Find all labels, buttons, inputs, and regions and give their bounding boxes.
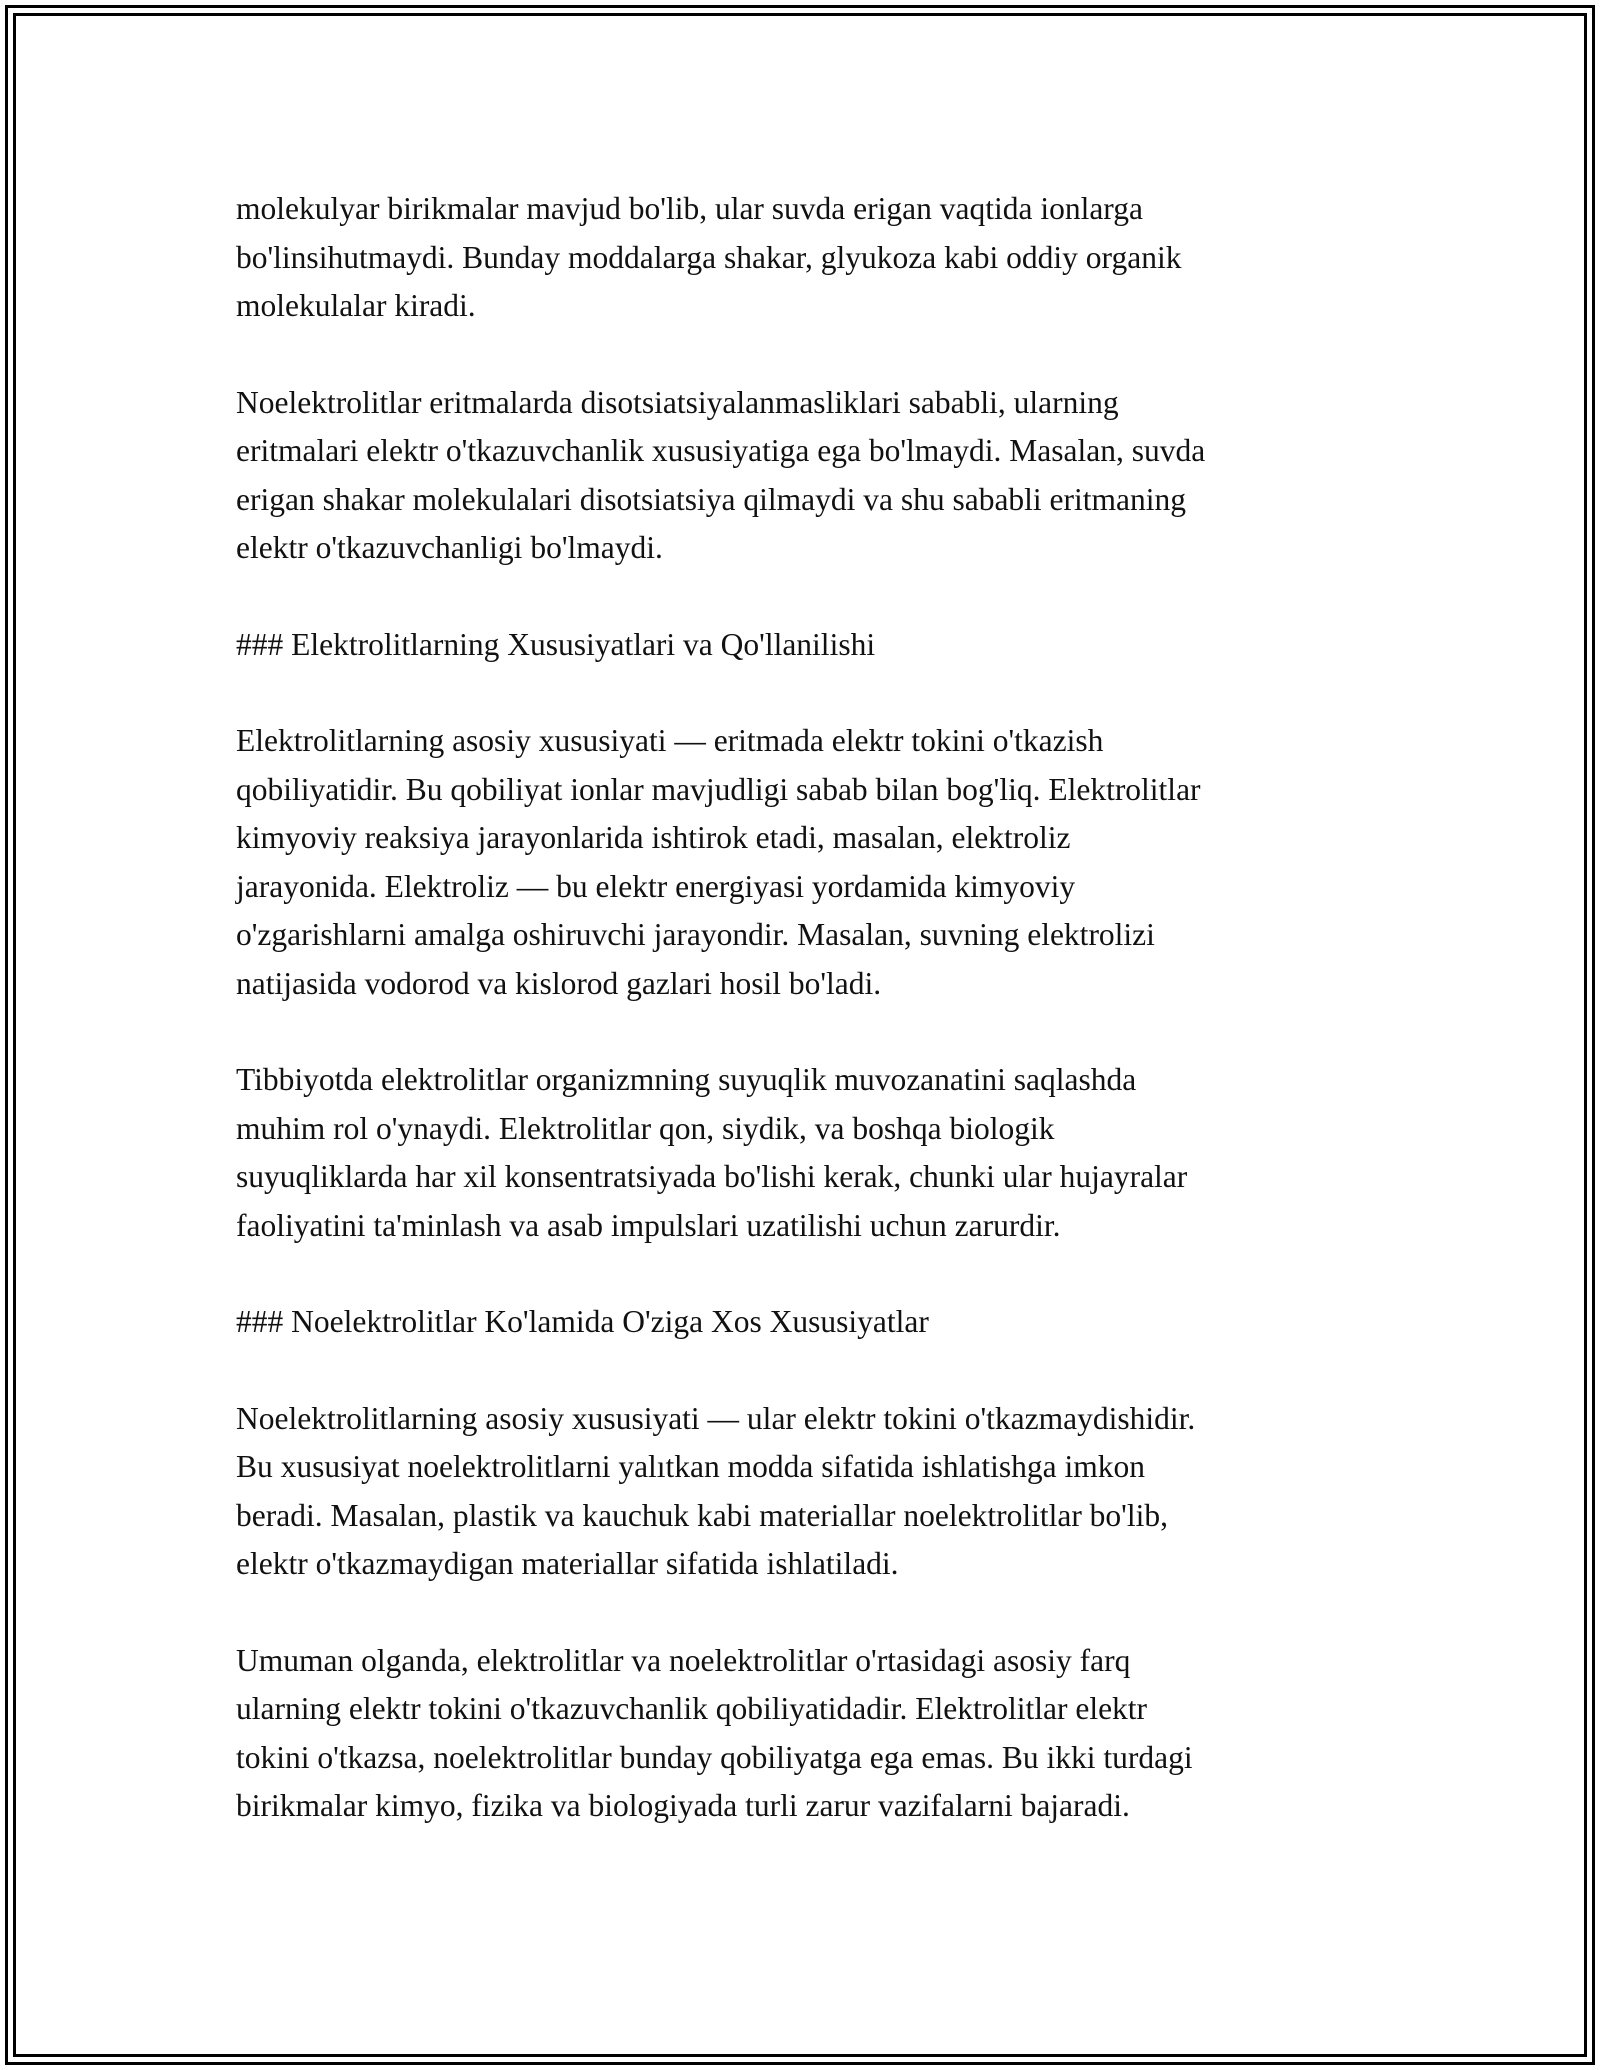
paragraph-5: Noelektrolitlarning asosiy xususiyati — ular elektr tokini o'tkazmaydishidir. Bu xususiyat noelektrolitlarni yalıtkan modda sifatida ishlatishga imkon beradi. Masalan, plastik va kauchuk kabi materiallar noelektrolitlar bo'lib, elektr o'tkazmaydigan materiallar sifatida ishlatiladi. [236,1400,1196,1581]
paragraph-4: Tibbiyotda elektrolitlar organizmning suyuqlik muvozanatini saqlashda muhim rol o'ynaydi. Elektrolitlar qon, siydik, va boshqa biologik suyuqliklarda har xil konsentratsiyada bo'lishi kerak, chunki ular hujayralar faoliyatini ta'minlash va asab impulslari uzatilishi uchun zarurdir. [236,1062,1188,1243]
paragraph-6: Umuman olganda, elektrolitlar va noelektrolitlar o'rtasidagi asosiy farq ularning elektr tokini o'tkazuvchanlik qobiliyatidadir. Elektrolitlar elektr tokini o'tkazsa, noelektrolitlar bunday qobiliyatga ega emas. Bu ikki turdagi birikmalar kimyo, fizika va biologiyada turli zarur vazifalarni bajaradi. [236,1642,1193,1823]
paragraph-2: Noelektrolitlar eritmalarda disotsiatsiyalanmasliklari sababli, ularning eritmalari elektr o'tkazuvchanlik xususiyatiga ega bo'lmaydi. Masalan, suvda erigan shakar molekulalari disotsiatsiya qilmaydi va shu sababli eritmaning elektr o'tkazuvchanligi bo'lmaydi. [236,384,1206,565]
document-body [236,185,1386,1879]
section-heading-electrolytes: ### Elektrolitlarning Xususiyatlari va Qo'llanilishi [236,626,876,662]
paragraph-3: Elektrolitlarning asosiy xususiyati — eritmada elektr tokini o'tkazish qobiliyatidir. Bu qobiliyat ionlar mavjudligi sabab bilan bog'liq. Elektrolitlar kimyoviy reaksiya jarayonlarida ishtirok etadi, masalan, elektroliz jarayonida. Elektroliz — bu elektr energiyasi yordamida kimyoviy o'zgarishlarni amalga oshiruvchi jarayondir. Masalan, suvning elektrolizi natijasida vodorod va kislorod gazlari hosil bo'ladi. [236,723,1201,1001]
paragraph-1: molekulyar birikmalar mavjud bo'lib, ular suvda erigan vaqtida ionlarga bo'linsihutmaydi. Bunday moddalarga shakar, glyukoza kabi oddiy organik molekulalar kiradi. [236,191,1182,323]
section-heading-nonelectrolytes: ### Noelektrolitlar Ko'lamida O'ziga Xos Xususiyatlar [236,1304,929,1339]
